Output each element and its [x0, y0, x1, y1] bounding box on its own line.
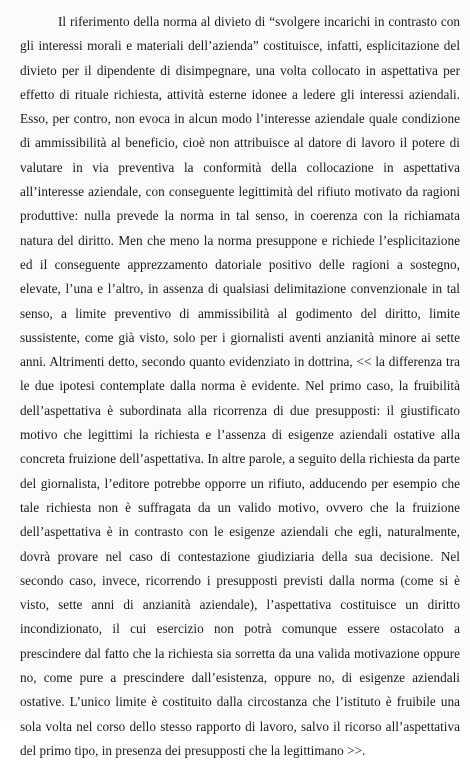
text-line-7: valutare in via preventiva la conformità della collocazione in aspettativa: [20, 159, 460, 175]
text-line-8: all’interesse aziendale, con conseguente legittimità del rifiuto motivato da ragioni: [20, 184, 460, 200]
text-line-28: no, come pure a prescindere dall’esistenza, oppure no, di esigenze aziendali: [20, 670, 460, 686]
text-line-11: ed il conseguente apprezzamento datoriale positivo delle ragioni a sostegno,: [20, 256, 460, 272]
text-line-26: incondizionato, il cui esercizio non potrà comunque essere ostacolato a: [20, 621, 460, 637]
text-line-14: sussistente, come già visto, solo per i giornalisti aventi anzianità minore ai sette: [20, 329, 460, 345]
text-line-9: produttive: nulla prevede la norma in tal senso, in coerenza con la richiamata: [20, 208, 460, 224]
text-line-22: dell’aspettativa è in contrasto con le esigenze aziendali che egli, naturalmente,: [20, 524, 460, 540]
text-line-18: motivo che legittimi la richiesta e l’assenza di esigenze aziendali ostative alla: [20, 427, 460, 443]
text-line-24: secondo caso, invece, ricorrendo i presupposti previsti dalla norma (come si è: [20, 572, 460, 588]
text-line-16: le due ipotesi contemplate dalla norma è evidente. Nel primo caso, la fruibilità: [20, 378, 460, 394]
body-paragraph: [20, 10, 460, 763]
text-line-29: ostative. L’unico limite è costituito dalla circostanza che l’istituto è fruibile una: [20, 694, 460, 710]
text-line-1: Il riferimento della norma al divieto di “svolgere incarichi in contrasto con: [58, 14, 460, 29]
text-line-17: dell’aspettativa è subordinata alla ricorrenza di due presupposti: il giustificato: [20, 402, 460, 418]
text-line-6: di ammissibilità al beneficio, cioè non attribuisce al datore di lavoro il potere di: [20, 135, 460, 151]
text-line-21: tale richiesta non è suffragata da un valido motivo, ovvero che la fruizione: [20, 499, 460, 515]
text-line-27: prescindere dal fatto che la richiesta sia sorretta da una valida motivazione oppure: [20, 645, 460, 661]
text-line-4: effetto di rituale richiesta, attività esterne idonee a ledere gli interessi aziendali.: [20, 86, 460, 102]
text-line-10: natura del diritto. Men che meno la norma presuppone e richiede l’esplicitazione: [20, 232, 460, 248]
text-line-20: del giornalista, l’editore potrebbe opporre un rifiuto, adducendo per esempio che: [20, 475, 460, 491]
text-line-13: senso, a limite preventivo di ammissibilità al godimento del diritto, limite: [20, 305, 460, 321]
text-line-5: Esso, per contro, non evoca in alcun modo l’interesse aziendale quale condizione: [20, 111, 460, 127]
text-line-31: del primo tipo, in presenza dei presupposti che la legittimano >>.: [20, 742, 366, 758]
text-line-15: anni. Altrimenti detto, secondo quanto evidenziato in dottrina, << la differenza tra: [20, 354, 460, 370]
text-line-19: concreta fruizione dell’aspettativa. In altre parole, a seguito della richiesta da parte: [20, 451, 460, 467]
text-line-25: visto, sette anni di anzianità aziendale), l’aspettativa costituisce un diritto: [20, 597, 460, 613]
text-line-2: gli interessi morali e materiali dell’azienda” costituisce, infatti, esplicitazione del: [20, 38, 460, 54]
text-line-12: elevate, l’una e l’altro, in assenza di qualsiasi delimitazione convenzionale in tal: [20, 281, 460, 297]
text-line-23: dovrà provare nel caso di contestazione giudiziaria della sua decisione. Nel: [20, 548, 460, 564]
text-line-3: divieto per il dipendente di disimpegnare, una volta collocato in aspettativa per: [20, 62, 460, 78]
text-line-30: sola volta nel corso dello stesso rapporto di lavoro, salvo il ricorso all’aspettativa: [20, 718, 460, 734]
